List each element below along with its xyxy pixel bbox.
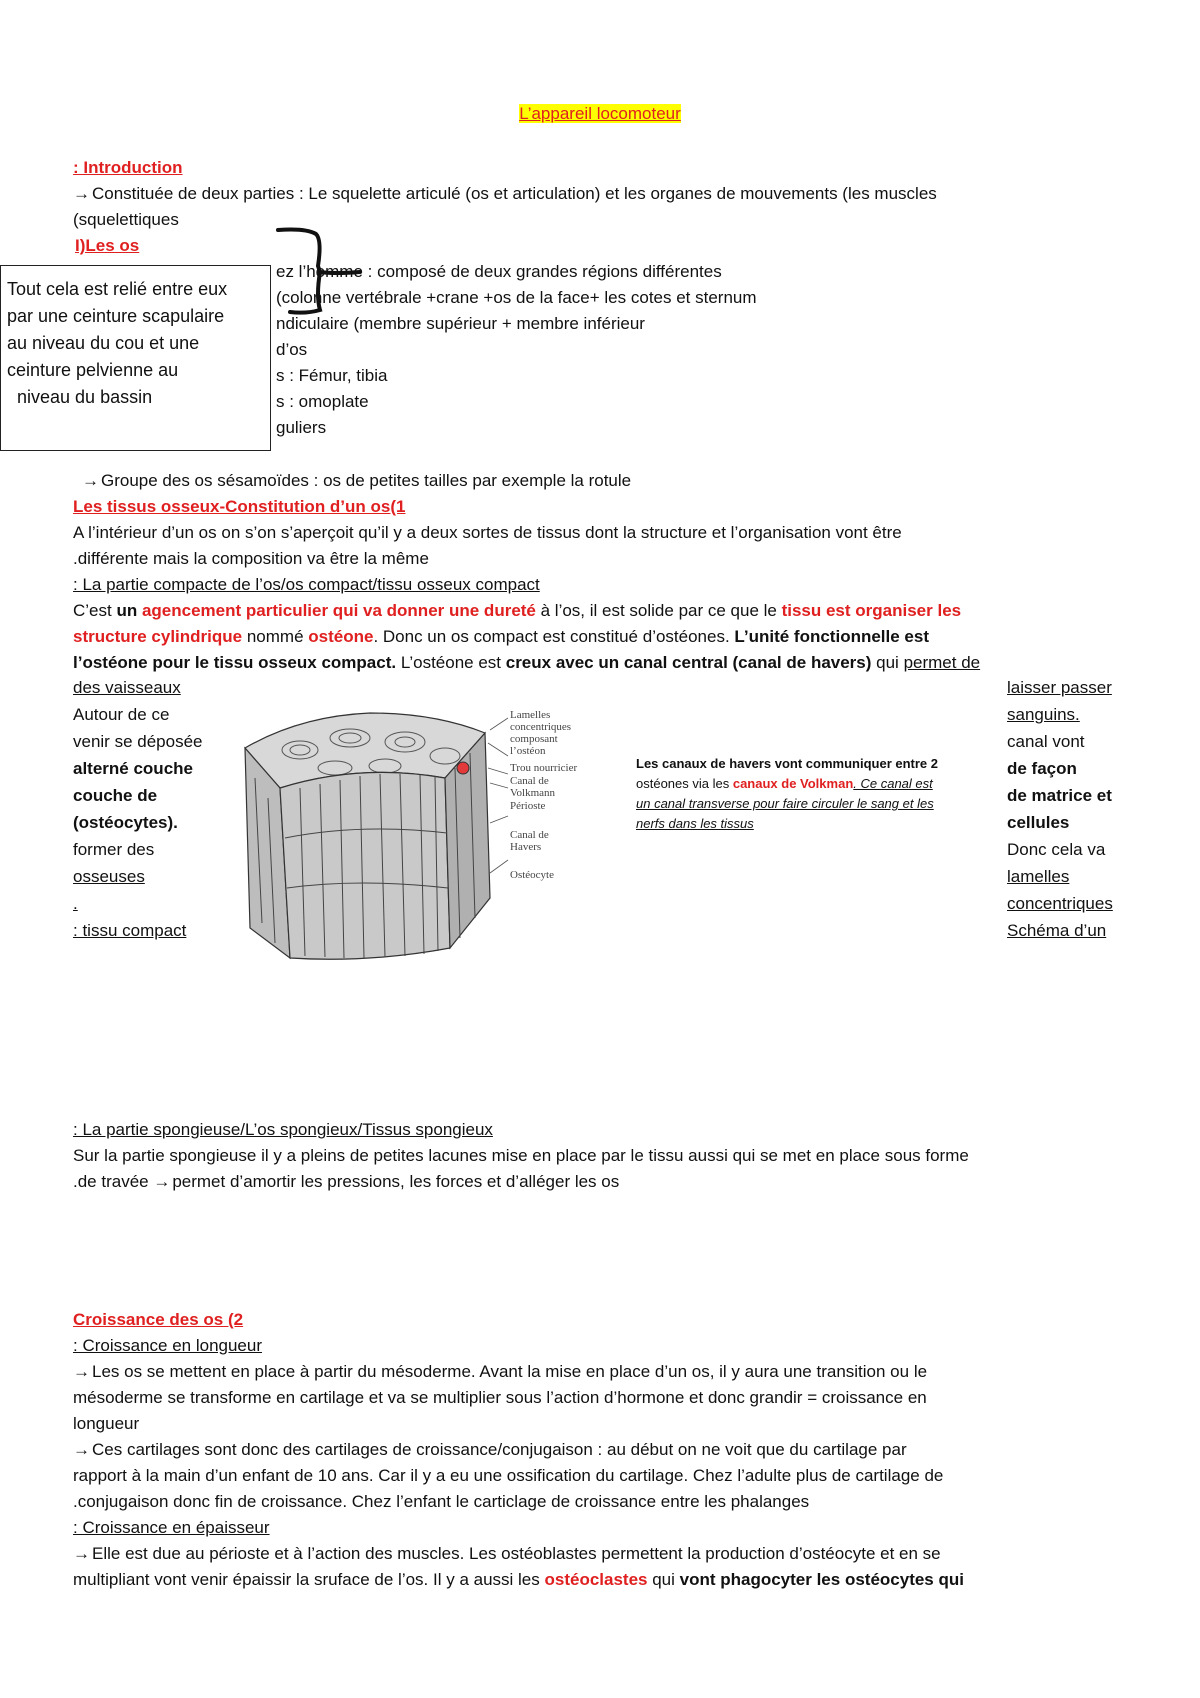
tissue-heading: Les tissus osseux-Constitution d’un os(1: [73, 497, 406, 516]
text-run-bold: vont phagocyter les ostéocytes qui: [679, 1570, 964, 1589]
intro-line-1: [73, 181, 937, 207]
body-line-d: d’os: [276, 340, 308, 359]
figure-label: concentriques: [510, 721, 572, 733]
right-col-line: concentriques: [1007, 894, 1113, 913]
figure-label: Lamelles: [510, 709, 551, 721]
figure-label: l’ostéon: [510, 745, 546, 757]
right-col-line: Donc cela va: [1007, 840, 1106, 859]
text-run-bold: l’ostéone pour le tissu osseux compact.: [73, 653, 397, 672]
text-run: Ces cartilages sont donc des cartilages de croissance/conjugaison : au début on ne voit que du cartilage par: [92, 1440, 907, 1459]
compact-bone-diagram: [240, 708, 625, 973]
figure-label: Havers: [510, 841, 542, 853]
caption-line: Les canaux de havers vont communiquer entre 2: [636, 756, 938, 771]
figure-label: Canal de: [510, 775, 549, 787]
right-col-line: sanguins.: [1007, 705, 1080, 724]
text-run: . Ce canal est: [853, 776, 933, 791]
compact-para-line-1: [73, 598, 961, 624]
compact-para-line-2: [73, 624, 929, 650]
length-line-3: longueur: [73, 1414, 140, 1433]
text-run-emphasis: structure cylindrique: [73, 627, 243, 646]
compact-heading: : La partie compacte de l’os/os compact/tissu osseux compact: [73, 575, 540, 594]
figure-label: Canal de: [510, 829, 549, 841]
text-run-emphasis: canaux de Volkman: [732, 776, 854, 791]
text-run-emphasis: ostéone: [308, 627, 374, 646]
body-line-f: s : omoplate: [276, 392, 369, 411]
compact-para-line-3: [73, 650, 980, 676]
right-col-line: cellules: [1007, 813, 1070, 832]
right-col-line: lamelles: [1007, 867, 1070, 886]
text-run-bold: creux avec un canal central (canal de havers): [505, 653, 872, 672]
intro-heading: : Introduction: [73, 158, 183, 177]
text-run: Elle est due au périoste et à l’action des muscles. Les ostéoblastes permettent la production d’ostéocyte et en se: [92, 1544, 941, 1563]
arrow-right-icon: →: [73, 184, 90, 203]
length-line-5: rapport à la main d’un enfant de 10 ans. Car il y a eu une ossification du cartilage. Chez l’adulte plus de cartilage de: [73, 1466, 944, 1485]
callout-box: [0, 265, 271, 451]
length-line-1: [73, 1359, 927, 1385]
tissue-line-1: A l’intérieur d’un os on s’on s’aperçoit qu’il y a deux sortes de tissus dont la structure et l’organisation vont être: [73, 523, 902, 542]
left-col-line: osseuses: [73, 867, 145, 886]
text-run: . Donc un os compact est constitué d’ostéones.: [373, 627, 735, 646]
figure-label: Ostéocyte: [510, 869, 554, 881]
callout-line: ceinture pelvienne au: [7, 360, 179, 380]
spongy-line-1: Sur la partie spongieuse il y a pleins de petites lacunes mise en place par le tissu aussi qui se met en place sous forme: [73, 1146, 969, 1165]
section-heading-les-os: I)Les os: [75, 236, 140, 255]
tissue-line-2: .différente mais la composition va être la même: [73, 549, 429, 568]
body-line-c: ndiculaire (membre supérieur + membre inférieur: [276, 314, 645, 333]
left-col-line: .: [73, 894, 78, 913]
sesamoid-line: [82, 468, 631, 494]
right-col-line: de matrice et: [1007, 786, 1112, 805]
text-run: qui: [871, 653, 904, 672]
figure-caption: [636, 754, 996, 834]
figure-label: Périoste: [510, 800, 546, 812]
text-run: qui: [647, 1570, 680, 1589]
spongy-heading: : La partie spongieuse/L’os spongieux/Tissus spongieux: [73, 1120, 493, 1139]
width-line-1: [73, 1541, 941, 1567]
document-title: L’appareil locomoteur: [519, 104, 681, 123]
width-heading: : Croissance en épaisseur: [73, 1518, 270, 1537]
arrow-right-icon: →: [73, 1440, 90, 1459]
callout-line: Tout cela est relié entre eux: [7, 279, 228, 299]
length-line-6: .conjugaison donc fin de croissance. Chez l’enfant le carticlage de croissance entre les phalanges: [73, 1492, 810, 1511]
callout-line: par une ceinture scapulaire: [7, 306, 225, 326]
length-heading: : Croissance en longueur: [73, 1336, 263, 1355]
left-col-line: alterné couche: [73, 759, 193, 778]
length-line-2: mésoderme se transforme en cartilage et va se multiplier sous l’action d’hormone et donc grandir = croissance en: [73, 1388, 927, 1407]
left-col-line: : tissu compact: [73, 921, 187, 940]
right-col-line: canal vont: [1007, 732, 1085, 751]
text-run: ostéones via les: [636, 776, 733, 791]
body-line-b: (colonne vertébrale +crane +os de la face+ les cotes et sternum: [276, 288, 757, 307]
width-line-2: [73, 1567, 964, 1593]
callout-line: au niveau du cou et une: [7, 333, 200, 353]
text-run: .de travée: [73, 1172, 154, 1191]
text-run: un: [116, 601, 142, 620]
caption-line: nerfs dans les tissus: [636, 816, 754, 831]
left-text-column: [73, 674, 202, 944]
caption-line: un canal transverse pour faire circuler le sang et les: [636, 796, 934, 811]
text-run: L’ostéone est: [396, 653, 506, 672]
growth-heading: Croissance des os (2: [73, 1310, 244, 1329]
figure-label: composant: [510, 733, 558, 745]
text-run-underline: permet de: [903, 653, 981, 672]
figure-label: Trou nourricier: [510, 762, 578, 774]
left-col-line: couche de: [73, 786, 158, 805]
intro-text-1: Constituée de deux parties : Le squelette articulé (os et articulation) et les organes de mouvements (les muscles: [92, 184, 937, 203]
right-col-line: laisser passer: [1007, 678, 1112, 697]
text-run: multipliant vont venir épaissir la sruface de l’os. Il y a aussi les: [73, 1570, 545, 1589]
arrow-right-icon: →: [153, 1172, 171, 1191]
text-run-emphasis: tissu est organiser les: [781, 601, 962, 620]
text-run-bold: L’unité fonctionnelle est: [734, 627, 929, 646]
text-run: permet d’amortir les pressions, les forces et d’alléger les os: [172, 1172, 620, 1191]
text-run-emphasis: agencement particulier qui va donner une dureté: [141, 601, 536, 620]
text-run-emphasis: ostéoclastes: [544, 1570, 648, 1589]
document-title-wrap: [0, 101, 1200, 127]
arrow-right-icon: →: [82, 471, 99, 490]
body-line-a: ez l’homme : composé de deux grandes régions différentes: [276, 262, 722, 281]
left-col-line: former des: [73, 840, 155, 859]
length-line-4: [73, 1437, 907, 1463]
right-col-line: Schéma d’un: [1007, 921, 1107, 940]
figure-label: Volkmann: [510, 787, 556, 799]
body-line-e: s : Fémur, tibia: [276, 366, 388, 385]
right-col-line: de façon: [1007, 759, 1077, 778]
caption-line: [636, 774, 996, 794]
callout-line: niveau du bassin: [7, 387, 153, 407]
arrow-right-icon: →: [73, 1362, 90, 1381]
bracket-drawing: [276, 226, 366, 316]
text-run: nommé: [242, 627, 309, 646]
left-col-line: venir se déposée: [73, 732, 203, 751]
text-run: Les os se mettent en place à partir du mésoderme. Avant la mise en place d’un os, il y aura une transition ou le: [92, 1362, 928, 1381]
left-col-line: des vaisseaux: [73, 678, 181, 697]
spongy-line-2: [73, 1169, 619, 1195]
arrow-right-icon: →: [73, 1544, 90, 1563]
intro-line-2: (squelettiques: [73, 210, 179, 229]
left-col-line: (ostéocytes).: [73, 813, 178, 832]
body-line-g: guliers: [276, 418, 327, 437]
sesamoid-text: Groupe des os sésamoïdes : os de petites tailles par exemple la rotule: [101, 471, 632, 490]
left-col-line: Autour de ce: [73, 705, 170, 724]
right-text-column: [1007, 674, 1113, 944]
text-run: C’est: [73, 601, 117, 620]
text-run: à l’os, il est solide par ce que le: [535, 601, 782, 620]
